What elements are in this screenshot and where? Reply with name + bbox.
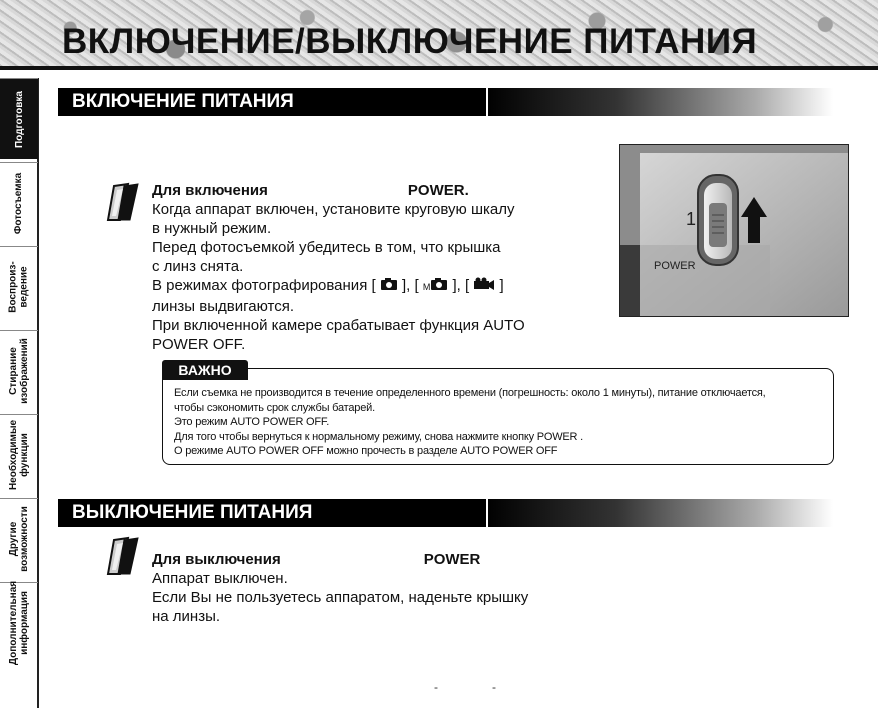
manual-camera-icon: [430, 277, 448, 291]
camera-icon: [380, 277, 398, 291]
note-line: Это режим AUTO POWER OFF.: [174, 416, 330, 428]
mode-line: [152, 276, 525, 297]
instruction-line: Перед фотосъемкой убедитесь в том, что крышка: [152, 239, 501, 256]
power-button-label: POWER.: [407, 182, 469, 199]
page-dash: -: [492, 680, 496, 694]
step-label: Для выключения: [152, 551, 281, 568]
tab-label: Другие возможности: [8, 506, 31, 572]
tab-label: Воспроиз- ведение: [8, 261, 30, 313]
step-heading: [152, 181, 525, 200]
section-header-power-off: [58, 499, 833, 527]
tab-functions[interactable]: [0, 414, 38, 495]
step-label: Для включения: [152, 182, 268, 199]
note-line: Для того чтобы вернуться к нормальному режиму, снова нажмите кнопку POWER .: [174, 430, 584, 443]
mode-text: ], [: [402, 277, 419, 294]
power-switch-label: POWER: [654, 260, 696, 272]
switch-mark: 1: [686, 209, 697, 229]
note-line: чтобы сэкономить срок службы батарей.: [174, 401, 375, 414]
important-tag: ВАЖНО: [162, 360, 248, 380]
tab-label: Фотосъемка: [13, 172, 25, 234]
instruction-line: линзы выдвигаются.: [152, 298, 294, 315]
step-one-icon: [104, 536, 140, 576]
tab-label: Необходимые функции: [8, 419, 31, 491]
manual-mode-letter: M: [422, 282, 431, 292]
tab-erasing[interactable]: [0, 330, 38, 411]
page-number: [424, 680, 506, 694]
camera-power-switch-photo: [619, 144, 849, 317]
tab-playback[interactable]: [0, 246, 38, 327]
instruction-line: Если Вы не пользуетесь аппаратом, наденьте крышку: [152, 589, 529, 606]
banner-divider: [0, 66, 878, 70]
instruction-line: Аппарат выключен.: [152, 570, 288, 587]
tab-other[interactable]: [0, 498, 38, 579]
tab-label: Стирание изображений: [8, 338, 30, 404]
power-off-instructions: [152, 550, 528, 626]
mode-text: В режимах фотографирования [: [152, 277, 376, 294]
section-header-power-on: [58, 88, 833, 116]
power-on-instructions: [152, 181, 525, 354]
mode-text: ], [: [452, 277, 470, 294]
page-dash: -: [434, 680, 438, 694]
tab-shooting[interactable]: [0, 162, 38, 243]
mode-text: ]: [499, 277, 504, 294]
important-note-text: [174, 386, 766, 459]
note-line: О режиме AUTO POWER OFF можно прочесть в разделе AUTO POWER OFF: [174, 445, 558, 457]
sidebar-tabs: [0, 78, 40, 708]
page-title: ВКЛЮЧЕНИЕ/ВЫКЛЮЧЕНИЕ ПИТАНИЯ: [62, 22, 758, 61]
instruction-line: При включенной камере срабатывает функция AUTO: [152, 317, 525, 334]
instruction-line: в нужный режим.: [152, 220, 272, 237]
step-heading: [152, 550, 528, 569]
section-title: ВЫКЛЮЧЕНИЕ ПИТАНИЯ: [72, 502, 313, 523]
instruction-line: POWER OFF.: [152, 336, 246, 353]
tab-label: Подготовка: [13, 90, 25, 148]
instruction-line: на линзы.: [152, 608, 221, 625]
step-one-icon: [104, 182, 140, 222]
power-button-label: POWER: [423, 551, 481, 568]
note-line: Если съемка не производится в течение определенного времени (погрешность: около 1 минуты), питание отключается,: [174, 387, 766, 399]
tab-label: Дополнительная информация: [8, 580, 31, 666]
instruction-line: с линз снята.: [152, 258, 244, 275]
header-notch: [486, 88, 488, 116]
movie-camera-icon: [473, 277, 495, 292]
page-banner: [0, 0, 878, 70]
tab-preparation[interactable]: [0, 78, 38, 159]
section-title: ВКЛЮЧЕНИЕ ПИТАНИЯ: [72, 91, 294, 112]
tab-additional-info[interactable]: [0, 580, 38, 666]
header-notch: [486, 499, 488, 527]
camera-body-illustration: [620, 145, 848, 316]
instruction-line: Когда аппарат включен, установите круговую шкалу: [152, 201, 515, 218]
